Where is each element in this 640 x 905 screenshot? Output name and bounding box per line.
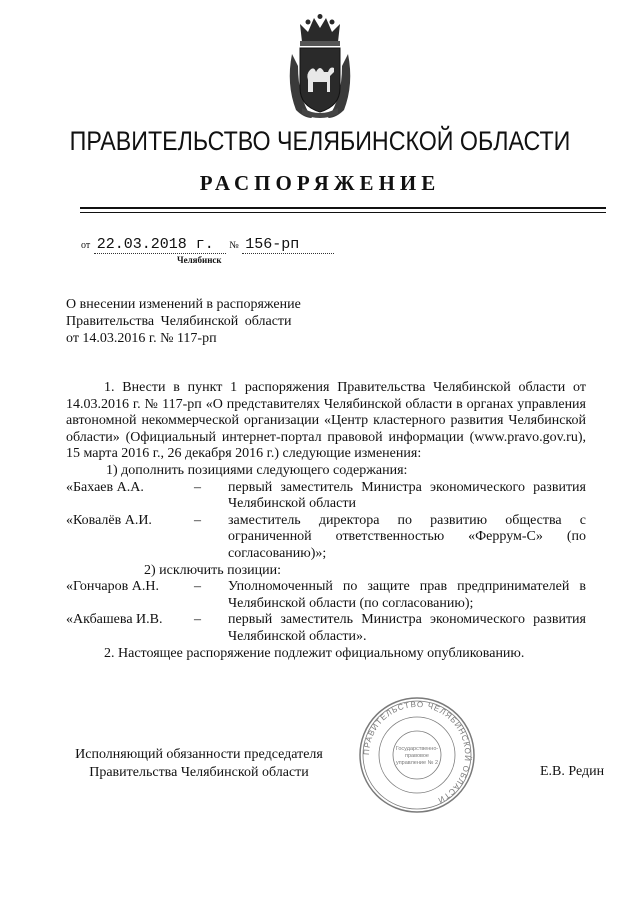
document-date: 22.03.2018 г. [94,236,226,254]
person-position: первый заместитель Министра экономического развития Челябинской области». [228,612,586,644]
official-seal-stamp [357,695,477,815]
remove-persons-table [66,579,586,645]
person-row [66,480,586,513]
person-dash: – [194,512,201,528]
coat-of-arms-emblem [286,14,354,122]
person-dash: – [194,579,201,595]
person-row [66,612,586,645]
document-type-title: РАСПОРЯЖЕНИЕ [199,171,441,195]
city-label: Челябинск [177,255,222,265]
svg-text:ПРАВИТЕЛЬСТВО ЧЕЛЯБИНСКОЙ ОБЛА: ПРАВИТЕЛЬСТВО ЧЕЛЯБИНСКОЙ ОБЛАСТИ [361,699,473,806]
number-prefix: № [229,240,239,251]
person-name: «Бахаев А.А. [66,479,144,495]
date-prefix: от [81,240,91,251]
person-row [66,579,586,612]
item-1: 1) дополнить позициями следующего содержания: [106,462,408,478]
subject-line: от 14.03.2016 г. № 117-рп [66,331,217,346]
svg-text:Государственно-: Государственно- [395,746,439,752]
person-position: заместитель директора по развитию общества с ограниченной ответственностью «Феррум-С» (по согласованию)»; [228,512,586,561]
signatory-title-line: Исполняющий обязанности председателя [75,747,323,762]
person-name: «Гончаров А.Н. [66,579,159,595]
person-name: «Ковалёв А.И. [66,512,152,528]
document-subject [66,296,301,347]
header-divider-thick [80,207,606,209]
signatory-title-line: Правительства Челябинской области [89,765,309,780]
add-persons-table [66,480,586,563]
signatory-title [66,746,332,782]
subject-line: Правительства Челябинской области [66,314,292,329]
person-position: Уполномоченный по защите прав предпринимателей в Челябинской области (по согласованию); [228,579,586,611]
header-divider-thin [80,212,606,213]
body-text [66,380,586,662]
person-row [66,513,586,563]
date-number-line [81,236,334,254]
item-2: 2) исключить позиции: [144,562,281,578]
government-title: ПРАВИТЕЛЬСТВО ЧЕЛЯБИНСКОЙ ОБЛАСТИ [69,126,571,156]
person-dash: – [194,612,201,628]
person-position: первый заместитель Министра экономического развития Челябинской области [228,479,586,512]
svg-text:управление № 2: управление № 2 [395,760,439,766]
paragraph-2: 2. Настоящее распоряжение подлежит официальному опубликованию. [104,645,525,661]
paragraph-1: 1. Внести в пункт 1 распоряжения Правительства Челябинской области от 14.03.2016 г. № 117-рп «О представителях Челябинской области в органах управления автономной некоммерческой организации «Центр кластерного развития Челябинской области» (Официальный интернет-портал правовой информации (www.pravo.gov.ru), 15 марта 2016 г., 26 декабря 2016 г.) следующие изменения: [66,380,586,462]
person-dash: – [194,479,201,495]
document-number: 156-рп [242,236,334,254]
subject-line: О внесении изменений в распоряжение [66,297,301,312]
person-name: «Акбашева И.В. [66,612,163,628]
signer-name: Е.В. Редин [540,764,605,779]
svg-text:правовое: правовое [405,753,429,759]
